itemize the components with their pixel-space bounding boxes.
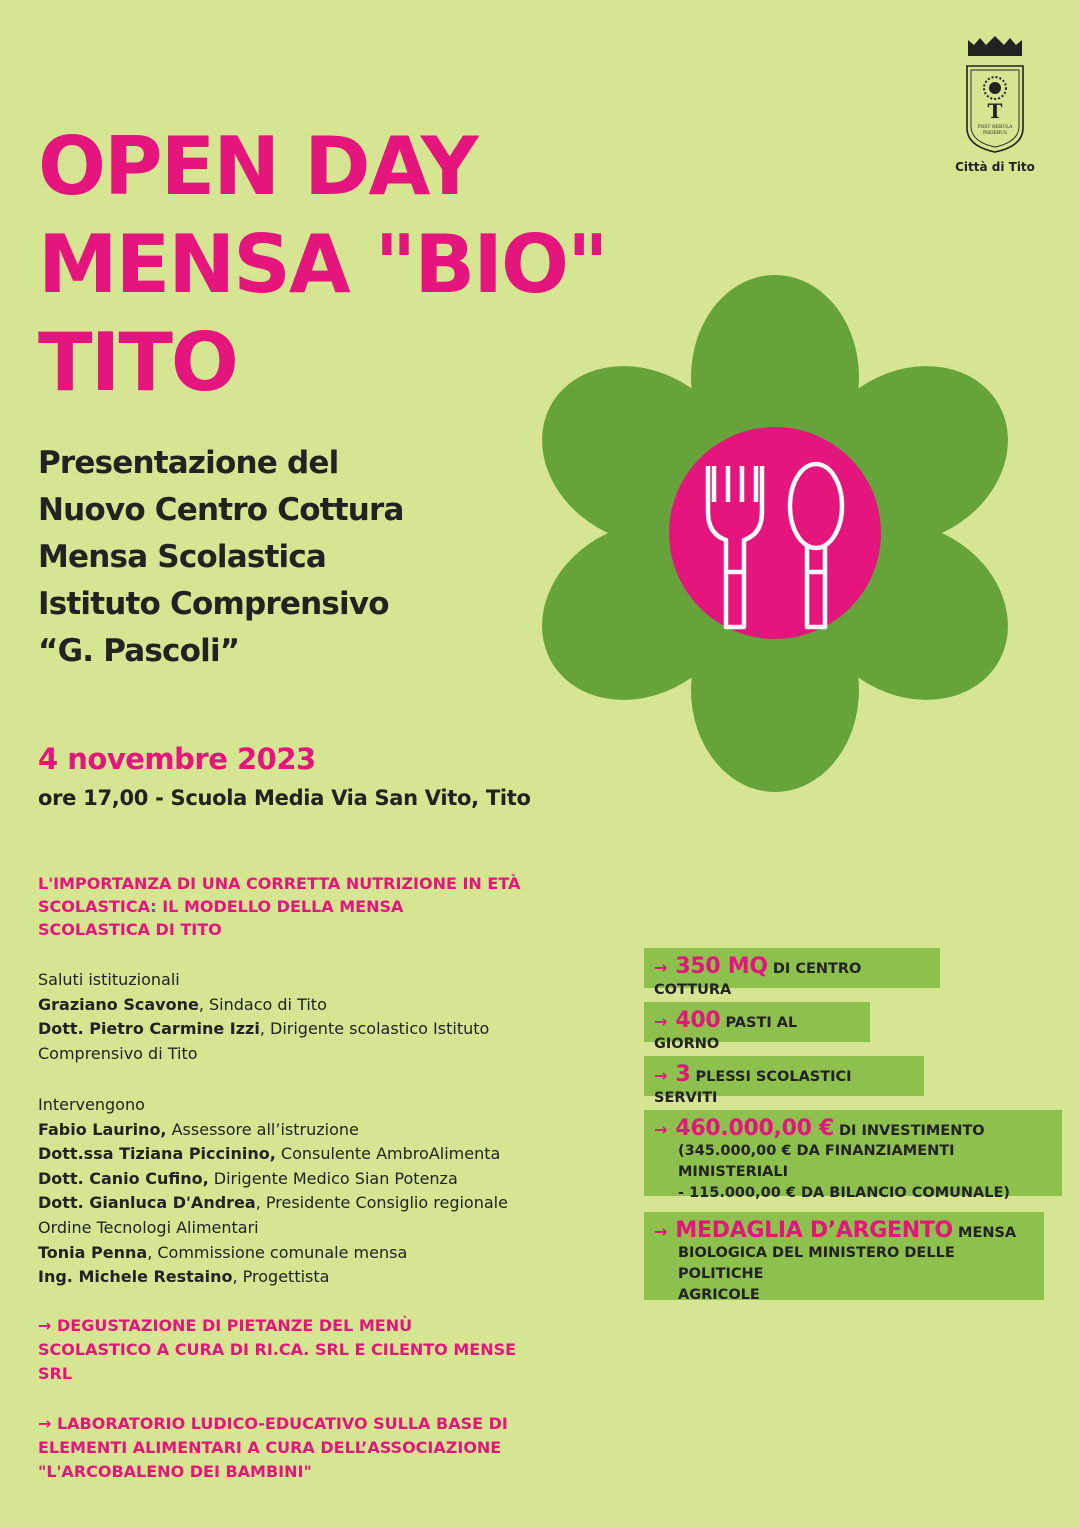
speaker-name: Graziano Scavone <box>38 994 199 1014</box>
intervengono-heading: Intervengono <box>38 1095 145 1114</box>
title-line-1: OPEN DAY <box>38 120 477 213</box>
speaker-line <box>38 1142 558 1167</box>
activity-line: → DEGUSTAZIONE DI PIETANZE DEL MENÙ <box>38 1316 413 1335</box>
emblem-motto-1: POST NEBULA <box>977 125 1013 130</box>
subtitle <box>38 440 404 675</box>
speaker-line <box>38 1241 558 1266</box>
speaker-name: Dott. Canio Cufino, <box>38 1168 209 1188</box>
activity-line: ELEMENTI ALIMENTARI A CURA DELL’ASSOCIAZIONE <box>38 1438 502 1457</box>
fact-text: DI CENTRO COTTURA <box>654 961 862 998</box>
topic-heading <box>38 872 558 941</box>
speaker-line <box>38 1167 558 1192</box>
speaker-role: , Dirigente scolastico Istituto <box>259 1019 490 1039</box>
event-date: 4 novembre 2023 <box>38 742 316 776</box>
city-name: Città di Tito <box>955 160 1035 174</box>
event-title <box>38 118 607 412</box>
activity-line: "L'ARCOBALENO DEI BAMBINI" <box>38 1462 312 1481</box>
fact-highlight: 400 <box>675 1008 721 1033</box>
speaker-line <box>38 1216 558 1241</box>
fact-detail: BIOLOGICA DEL MINISTERO DELLE POLITICHE <box>678 1245 955 1282</box>
fact-box-medal <box>644 1212 1044 1303</box>
title-line-2: MENSA "BIO" <box>38 218 607 311</box>
speaker-role: , Presidente Consiglio regionale <box>255 1193 508 1213</box>
event-time-place: ore 17,00 - Scuola Media Via San Vito, Tito <box>38 786 531 810</box>
speaker-line <box>38 993 558 1018</box>
fact-text: PLESSI SCOLASTICI SERVITI <box>654 1069 852 1106</box>
coat-of-arms-icon <box>962 36 1028 156</box>
activity-line: SCOLASTICO A CURA DI RI.CA. SRL E CILENTO MENSE <box>38 1340 517 1359</box>
speaker-role: , Sindaco di Tito <box>198 994 327 1014</box>
crown-icon <box>968 36 1022 56</box>
speaker-role: Consulente AmbroAlimenta <box>275 1144 501 1164</box>
fact-highlight: 350 MQ <box>675 954 768 979</box>
arrow-icon: → <box>654 1222 668 1241</box>
subtitle-line: “G. Pascoli” <box>38 633 240 669</box>
speaker-line <box>38 1017 558 1042</box>
activity-laboratory <box>38 1412 558 1484</box>
fact-text: PASTI AL GIORNO <box>654 1015 798 1052</box>
speaker-role: Ordine Tecnologi Alimentari <box>38 1217 259 1237</box>
fact-highlight: 460.000,00 € <box>675 1116 834 1141</box>
fact-box-schools <box>644 1056 924 1106</box>
speaker-name: Fabio Laurino, <box>38 1119 167 1139</box>
arrow-icon: → <box>654 1012 668 1031</box>
title-line-3: TITO <box>38 316 237 409</box>
fact-detail: (345.000,00 € DA FINANZIAMENTI MINISTERIALI <box>678 1143 955 1180</box>
fact-text: MENSA <box>952 1225 1017 1241</box>
flower-center <box>669 427 881 639</box>
speaker-line <box>38 1042 558 1067</box>
arrow-icon: → <box>654 958 668 977</box>
saluti-section <box>38 968 558 1066</box>
fact-detail: AGRICOLE <box>678 1287 760 1303</box>
speaker-line <box>38 1191 558 1216</box>
subtitle-line: Mensa Scolastica <box>38 539 327 575</box>
fact-highlight: 3 <box>675 1062 691 1087</box>
activity-tasting <box>38 1314 558 1386</box>
topic-line: SCOLASTICA DI TITO <box>38 920 222 939</box>
speaker-name: Ing. Michele Restaino <box>38 1267 233 1287</box>
activity-line: SRL <box>38 1364 73 1383</box>
subtitle-line: Presentazione del <box>38 445 339 481</box>
saluti-heading: Saluti istituzionali <box>38 970 180 989</box>
speaker-name: Dott. Gianluca D'Andrea <box>38 1193 256 1213</box>
fact-box-investment <box>644 1110 1062 1201</box>
fact-box-area <box>644 948 940 998</box>
speaker-role: Comprensivo di Tito <box>38 1043 198 1063</box>
topic-line: L'IMPORTANZA DI UNA CORRETTA NUTRIZIONE IN ETÀ <box>38 874 521 893</box>
arrow-icon: → <box>654 1120 668 1139</box>
subtitle-line: Istituto Comprensivo <box>38 586 389 622</box>
fact-text: DI INVESTIMENTO <box>833 1123 985 1139</box>
intervengono-section <box>38 1093 558 1290</box>
speaker-role: , Commissione comunale mensa <box>147 1242 408 1262</box>
speaker-role: Assessore all’istruzione <box>166 1119 359 1139</box>
emblem-letter: T <box>987 99 1003 123</box>
fact-detail: - 115.000,00 € DA BILANCIO COMUNALE) <box>678 1185 1011 1201</box>
speaker-line <box>38 1118 558 1143</box>
emblem-motto-2: PHOEBUS <box>982 131 1008 136</box>
speaker-name: Dott.ssa Tiziana Piccinino, <box>38 1144 276 1164</box>
speaker-role: Dirigente Medico Sian Potenza <box>208 1168 458 1188</box>
subtitle-line: Nuovo Centro Cottura <box>38 492 404 528</box>
speaker-line <box>38 1265 558 1290</box>
arrow-icon: → <box>654 1066 668 1085</box>
fact-box-meals <box>644 1002 870 1052</box>
flower-logo <box>530 272 1020 794</box>
speaker-name: Tonia Penna <box>38 1242 148 1262</box>
sun-icon <box>984 77 1006 99</box>
speaker-name: Dott. Pietro Carmine Izzi <box>38 1019 260 1039</box>
speaker-role: , Progettista <box>232 1267 330 1287</box>
activity-line: → LABORATORIO LUDICO-EDUCATIVO SULLA BASE DI <box>38 1414 508 1433</box>
topic-line: SCOLASTICA: IL MODELLO DELLA MENSA <box>38 897 404 916</box>
fact-highlight: MEDAGLIA D’ARGENTO <box>675 1218 953 1243</box>
